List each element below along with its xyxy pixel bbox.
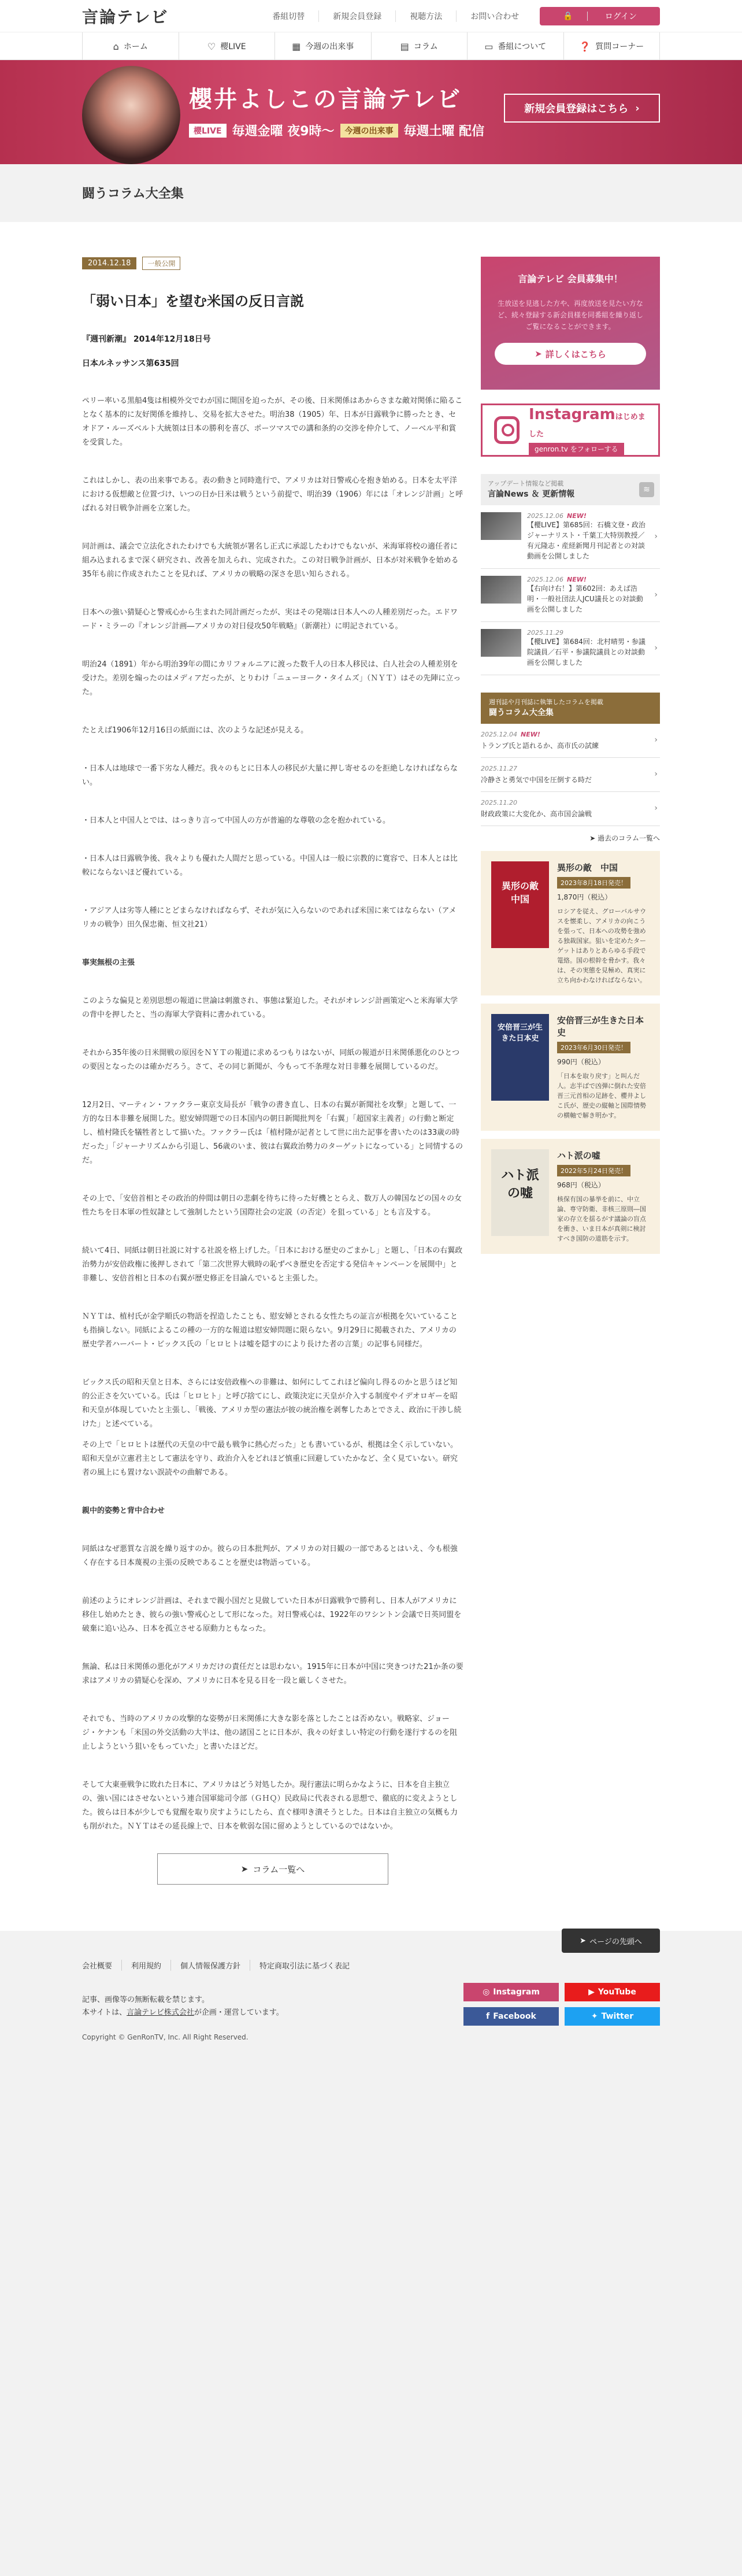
hero-banner — [0, 60, 742, 164]
book-desc: ロシアを従え、グローバルサウスを懐柔し、アメリカの向こうを張って、日本への攻勢を強める独裁国家。狙いを定めたターゲットはありとあらゆる手段で篭絡。国の根幹を脅かす。我々は、その実態を見極め、真実に立ち向かわなければならない。 — [557, 908, 647, 984]
home-icon: ⌂ — [113, 40, 119, 52]
instagram-icon — [494, 416, 520, 444]
book-item[interactable] — [481, 851, 660, 995]
register-cta-label: 新規会員登録はこちら — [524, 103, 629, 115]
footer-note-prefix: 本サイトは、 — [82, 2008, 127, 2017]
more-columns-label: 過去のコラム一覧へ — [598, 834, 660, 842]
main-nav — [0, 32, 742, 60]
header-links — [258, 7, 660, 25]
circle-chevron-icon: ➤ — [240, 1864, 248, 1874]
news-item[interactable] — [481, 569, 660, 622]
book-cover: 異形の敵 中国 — [491, 861, 549, 948]
news-date — [527, 512, 660, 520]
nav-questions-label: 質問コーナー — [595, 42, 644, 51]
paragraph: 続いて4日、同紙は朝日社説に対する社説を格上げした。「日本における歴史のごまかし」と題し、「日本の右翼政治勢力が安倍政権に後押しされて「第二次世界大戦時の恥ずべき歴史を否定する発信キャンペーンを展開中」と非難し、安倍首相と日本の右翼が歴史修正を目論んでいると主張した。 — [82, 1246, 463, 1283]
column-item[interactable] — [481, 792, 660, 826]
page-title: 闘うコラム大全集 — [82, 187, 184, 201]
book-desc: 核保有国の暴挙を前に、中立論、専守防衛、非核三原則―国家の存立を揺るがす議論の盲点を衝き、いま日本が真剣に検討すべき国防の道筋を示す。 — [557, 1196, 646, 1242]
paragraph: それから35年後の日米開戦の原因をＮＹＴの報道に求めるつもりはないが、同紙の報道が日米関係悪化のひとつの要因となったのは確かだろう。さて、その同じ新聞が、今もって不条理な対日非難を展開しているのだ。 — [82, 1049, 460, 1071]
document-icon: ▤ — [400, 40, 409, 52]
paragraph: 前述のようにオレンジ計画は、それまで親小国だと見做していた日本が日露戦争で勝利し、日本人がアメリカに移住し始めたとき、彼らの強い警戒心として形になった。対日警戒心は、1922年のワシントン会議で日英同盟を破棄に追い込み、日本を孤立させる原動力ともなった。 — [82, 1597, 462, 1633]
link-how-to-watch[interactable]: 視聴方法 — [396, 10, 457, 22]
nav-sakura-live[interactable] — [179, 32, 275, 60]
column-date-text: 2025.11.20 — [481, 799, 517, 806]
nav-questions[interactable] — [563, 32, 661, 60]
youtube-button[interactable] — [565, 1983, 660, 2001]
sns-links — [463, 1983, 660, 2026]
column-item[interactable] — [481, 724, 660, 758]
host-portrait — [82, 66, 180, 164]
paragraph: たとえば1906年12月16日の紙面には、次のような記述が見える。 — [82, 726, 309, 735]
subheading: 親中的姿勢と背中合わせ — [82, 1507, 165, 1515]
link-register[interactable]: 新規会員登録 — [319, 10, 396, 22]
news-header-main: 言論News ＆ 更新情報 — [488, 490, 575, 499]
more-columns-link[interactable] — [481, 833, 660, 843]
instagram-banner[interactable] — [481, 404, 660, 457]
news-date-text: 2025.12.06 — [527, 512, 563, 520]
paragraph: これはしかし、表の出来事である。表の動きと同時進行で、アメリカは対日警戒心を抱き始める。日本を太平洋における仮想敵と位置づけ、いつの日か日米は戦うという前提で、明治39（1906）年には「オレンジ計画」と呼ばれる対日戦争計画を立案した。 — [82, 476, 463, 513]
news-text: 【右向け右！】第602回：あえば浩明・一般社団法人JCU議長との対談動画を公開しました — [527, 584, 643, 613]
nav-weekly-events-label: 今週の出来事 — [305, 42, 354, 51]
article-series: 日本ルネッサンス第635回 — [82, 359, 179, 368]
footer-note-1: 記事、画像等の無断転載を禁じます。 — [82, 1996, 209, 2004]
footer — [0, 1931, 742, 2576]
book-price: 990円（税込） — [557, 1058, 605, 1066]
paragraph: それでも、当時のアメリカの攻撃的な姿勢が日米関係に大きな影を落としたことは否めない。戦略家、ジョージ・ケナンも「米国の外交活動の大半は、他の諸国ことに日本が、我々の好ましい特定の行動を遂行するのを阻止しようという狙いをもっていた」と書いたほどだ。 — [82, 1715, 458, 1751]
nav-weekly-events[interactable] — [274, 32, 371, 60]
twitter-button[interactable] — [565, 2007, 660, 2026]
paragraph: ビックス氏の昭和天皇と日本、さらには安倍政権への非難は、如何にしてこれほど偏向し得るのかと思うほど知的公正さを欠いている。氏は「ヒロヒト」と呼び捨てにし、政策決定に天皇が介入する制度やイデオロギーを昭和天皇が体現していたと主張し、「戦後、アメリカ型の憲法が彼の統治権を剥奪したあとでさえ、政治に干渉し続けた」と述べている。 — [82, 1378, 462, 1428]
book-item[interactable] — [481, 1139, 660, 1254]
news-date-text: 2025.11.29 — [527, 629, 563, 636]
instagram-follow: genron.tv をフォローする — [529, 443, 624, 455]
column-date — [481, 731, 660, 738]
public-badge: 一般公開 — [142, 257, 180, 270]
column-header-main: 闘うコラム大全集 — [489, 708, 554, 717]
column-item[interactable] — [481, 758, 660, 792]
column-header-sub: 週刊誌や月刊誌に執筆したコラムを掲載 — [489, 698, 603, 706]
chevron-right-icon: › — [654, 769, 658, 779]
paragraph: ペリー率いる黒船4隻は相模外交でわが国に開国を迫ったが、その後、日米関係はあからさまな敵対関係に陥ることなく基本的に友好関係を維持し、交易を拡大させた。明治38（1905）年、日本が日露戦争に勝ったとき、セオドア・ルーズベルト大統領は日本の勝利を喜び、ポーツマスでの講和条約の交渉を仲介して、ノーベル平和賞を受賞した。 — [82, 397, 463, 447]
article — [82, 257, 463, 1885]
paragraph: このような偏見と差別思想の報道に世論は刺激され、事態は緊迫した。それがオレンジ計画策定へと米海軍大学の背中を押したと、当の海軍大学資料に書かれている。 — [82, 997, 458, 1019]
login-label: ログイン — [604, 12, 637, 21]
column-text: トランプ氏と語れるか、高市氏の試練 — [481, 742, 599, 750]
chevron-right-icon: › — [654, 735, 658, 745]
article-date: 2014.12.18 — [82, 257, 136, 269]
heart-icon: ♡ — [207, 40, 216, 52]
column-date-text: 2025.11.27 — [481, 765, 517, 772]
news-header — [481, 474, 660, 505]
article-source: 『週刊新潮』 2014年12月18日号 — [82, 335, 211, 344]
book-title: 異形の敵 中国 — [557, 863, 618, 873]
weekly-time: 毎週土曜 配信 — [403, 124, 485, 139]
new-badge: NEW! — [566, 576, 587, 583]
twitter-icon: ✦ — [591, 2012, 598, 2021]
paragraph: ・日本人と中国人とでは、はっきり言って中国人の方が普遍的な尊敬の念を抱かれている。 — [82, 816, 391, 825]
banner-title: 櫻井よしこの言論テレビ — [189, 86, 462, 113]
company-link[interactable]: 言論テレビ株式会社 — [127, 2008, 194, 2017]
instagram-suffix: はじめました — [529, 412, 645, 439]
footer-note-suffix: が企画・運営しています。 — [194, 2008, 284, 2017]
book-price: 1,870円（税込） — [557, 893, 612, 901]
column-header — [481, 693, 660, 724]
article-title: 「弱い日本」を望む米国の反日言説 — [82, 293, 304, 309]
chevron-right-icon: › — [654, 804, 658, 813]
facebook-icon: f — [486, 2012, 490, 2021]
news-text: 【櫻LIVE】第685回：石橋文登・政治ジャーナリスト・千葉工大特別教授／有元隆志・産経新聞月刊記者との対談動画を公開しました — [527, 521, 645, 560]
copyright: Copyright © GenRonTV, Inc. All Right Reserved. — [82, 2033, 248, 2041]
youtube-icon: ▶ — [588, 1987, 595, 1997]
live-tag: 櫻LIVE — [189, 124, 227, 138]
member-detail-button[interactable] — [495, 343, 646, 365]
footer-link-terms[interactable]: 利用規約 — [122, 1960, 171, 1971]
book-date: 2023年6月30日発売！ — [557, 1042, 630, 1053]
circle-chevron-icon: ➤ — [589, 834, 596, 842]
news-thumbnail — [481, 629, 521, 657]
twitter-label: Twitter — [601, 2012, 634, 2021]
monitor-icon: ▭ — [484, 40, 494, 52]
book-title: ハト派の嘘 — [557, 1150, 600, 1161]
news-text: 【櫻LIVE】第684回：北村晴男・参議院議員／石平・参議院議員との対談動画を公開しました — [527, 638, 645, 667]
member-box — [481, 257, 660, 390]
paragraph: ・日本人は地球で一番下劣な人種だ。我々のもとに日本人の移民が大量に押し寄せるのを拒絶しなければならない。 — [82, 764, 458, 787]
chevron-right-icon: › — [654, 531, 658, 541]
calendar-icon: ▦ — [292, 40, 301, 52]
footer-link-commerce[interactable]: 特定商取引法に基づく表記 — [259, 1962, 350, 1971]
paragraph: 日本への強い猜疑心と警戒心から生まれた同計画だったが、実はその発端は日本人への人種差別だった。エドワード・ミラーの『オレンジ計画―アメリカの対日侵攻50年戦略』（新潮社）に明記されている。 — [82, 608, 458, 631]
book-title: 安倍晋三が生きた日本史 — [557, 1015, 644, 1038]
nav-sakura-live-label: 櫻LIVE — [220, 42, 246, 51]
facebook-label: Facebook — [493, 2012, 536, 2021]
article-meta — [82, 257, 463, 270]
page-title-band — [0, 164, 742, 222]
book-price: 968円（税込） — [557, 1181, 605, 1189]
link-contact[interactable]: お問い合わせ — [470, 12, 520, 21]
paragraph: ・日本人は日露戦争後、我々よりも優れた人間だと思っている。中国人は一般に宗教的に寛容で、日本人とは比較にならないほど優れている。 — [82, 854, 458, 877]
register-cta-button[interactable] — [504, 94, 660, 123]
instagram-icon: ◎ — [483, 1987, 490, 1997]
question-icon: ❓ — [579, 40, 591, 52]
column-list-label: コラム一覧へ — [253, 1864, 305, 1875]
nav-home-label: ホーム — [123, 42, 148, 51]
news-item[interactable] — [481, 622, 660, 675]
paragraph: ＮＹＴは、植村氏が金学順氏の物語を捏造したことも、慰安婦とされる女性たちの証言が根拠を欠いていることも指摘しない。同紙によるこの種の一方的な報道は慰安婦問題に限らない。9月29日に掲載された、アメリカの歴史学者ハーバート・ビックス氏の「ヒロヒトは嘘を隠すのにより長けた者の言葉」の記事も同様だ。 — [82, 1312, 458, 1349]
banner-schedule — [189, 121, 484, 139]
live-time: 毎週金曜 夜9時～ — [232, 124, 335, 139]
chevron-right-icon: › — [635, 102, 640, 114]
nav-column[interactable] — [371, 32, 468, 60]
column-list-button[interactable] — [157, 1853, 388, 1885]
back-to-top-label: ページの先頭へ — [589, 1937, 642, 1946]
rss-icon[interactable]: ≋ — [639, 482, 654, 497]
instagram-title — [529, 406, 647, 441]
circle-chevron-up-icon: ➤ — [580, 1936, 587, 1945]
subheading: 事実無根の主張 — [82, 958, 135, 967]
member-detail-label: 詳しくはこちら — [545, 349, 606, 360]
paragraph: その上で、「安倍首相とその政治的仲間は朝日の悲劇を待ちに待った好機ととらえ、数万人の韓国などの国々の女性たちを日本軍の性奴隷として強制したという国際社会の定説（の否定）を狙っている」とも言及する。 — [82, 1194, 462, 1217]
chevron-right-icon: ➤ — [535, 349, 542, 359]
weekly-tag: 今週の出来事 — [340, 124, 398, 138]
nav-about[interactable] — [467, 32, 563, 60]
chevron-right-icon: › — [654, 590, 658, 599]
paragraph: そして大東亜戦争に敗れた日本に、アメリカはどう対処したか。現行憲法に明らかなように、日本を自主独立の、強い国にはさせないという連合国軍総司令部（ＧＨＱ）民政局に代表される思想で、徹底的に変えようとした。彼らは日本が少しでも覚醒を取り戻すようにしたら、直ぐ様叩き潰そうとした。日本は自主独立の気概も力も削がれた。ＮＹＴはその延長線上で、日本を軟弱な国に留めようとしているのではないか。 — [82, 1781, 458, 1831]
book-cover: 安倍晋三が生きた日本史 — [491, 1014, 549, 1101]
nav-column-label: コラム — [413, 42, 438, 51]
paragraph: 同計画は、議会で立法化されたわけでも大統領が署名し正式に承認したわけでもないが、米海軍将校の適任者に組み込まれるまで深く研究され、改善を加えられ、完成された。この対日戦争計画が、日本が対米戦争を始める35年も前に作成されたことを見れば、アメリカの戦略の深さを思い知らされる。 — [82, 542, 459, 579]
paragraph: 12月2日、マーティン・ファクラー東京支局長が「戦争の書き直し、日本の右翼が新聞社を攻撃」と題して、一方的な日本非難を展開した。慰安婦問題での日本国内の朝日新聞批判を「右翼」「超国家主義者」の行動と断定し、植村隆氏を犠牲者として描いた。ファクラー氏は「植村隆が記者として世に出た記事を書いたのは33歳の時だった」「ジャーナリズムから引退し、56歳のいま、彼は右翼政治勢力のターゲットになっている」と同情するのだ。 — [82, 1101, 463, 1165]
instagram-label: Instagram — [493, 1987, 540, 1997]
member-desc: 生放送を見逃した方や、再度放送を見たい方など、続々登録する新会員様を同番組を繰り返しご覧になることができます。 — [497, 299, 643, 331]
lock-icon: 🔒 — [549, 12, 587, 21]
sidebar — [481, 257, 660, 1885]
news-thumbnail — [481, 512, 521, 540]
paragraph: その上で「ヒロヒトは歴代の天皇の中で最も戦争に熱心だった」とも書いているが、根拠は全く示していない。昭和天皇が立憲君主として憲法を守り、政治介入をどれほど慎重に回避していたかなど、全く見ていない。研究者の風上にも置けない誤読やの曲解である。 — [82, 1441, 458, 1477]
nav-home[interactable] — [82, 32, 179, 60]
chevron-right-icon: › — [654, 643, 658, 653]
news-date-text: 2025.12.06 — [527, 576, 563, 583]
book-item[interactable] — [481, 1004, 660, 1131]
news-item[interactable] — [481, 505, 660, 569]
footer-link-company[interactable]: 会社概要 — [82, 1960, 122, 1971]
member-heading: 言論テレビ 会員募集中！ — [518, 273, 623, 284]
paragraph: ・アジア人は劣等人種にとどまらなければならず、それが気に入らないのであれば米国に来てはならない（アメリカの戦争）田久保忠衛、恒文社21） — [82, 906, 457, 929]
youtube-label: YouTube — [598, 1987, 636, 1997]
news-thumbnail — [481, 576, 521, 604]
news-header-sub: アップデート情報など掲載 — [488, 480, 564, 487]
book-desc: 「日本を取り戻す」と叫んだ人。志半ばで凶弾に倒れた安倍晋三元首相の足跡を、櫻井よしこ氏が、歴史の縦軸と国際情勢の横軸で解き明かす。 — [557, 1072, 646, 1119]
instagram-title-text: Instagram — [529, 405, 615, 423]
nav-about-label: 番組について — [498, 42, 547, 51]
facebook-button[interactable] — [463, 2007, 559, 2026]
paragraph: 明治24（1891）年から明治39年の間にカリフォルニアに渡った数千人の日本人移民は、白人社会の人種差別を受けた。差別を煽ったのはメディアだったが、とりわけ「ニューヨーク・タイムズ」（ＮＹＴ）はその先陣に立った。 — [82, 660, 461, 697]
column-date — [481, 765, 660, 772]
back-to-top-button[interactable] — [562, 1929, 660, 1953]
news-date — [527, 576, 660, 583]
paragraph: 同紙はなぜ悪質な言説を繰り返すのか。彼らの日本批判が、アメリカの対日観の一部であるとはいえ、今も根強く存在する日本蔑視の主張の反映であることを歴史は物語っている。 — [82, 1545, 458, 1567]
column-date — [481, 799, 660, 806]
top-bar — [0, 0, 742, 32]
login-button[interactable] — [540, 7, 660, 25]
instagram-button[interactable] — [463, 1983, 559, 2001]
book-date: 2022年5月24日発売！ — [557, 1165, 630, 1176]
column-text: 冷静さと勇気で中国を圧倒する時だ — [481, 776, 592, 784]
column-text: 財政政策に大変化か、高市国会論戦 — [481, 810, 592, 818]
paragraph: 無論、私は日米関係の悪化がアメリカだけの責任だとは思わない。1915年に日本が中国に突きつけた21か条の要求はアメリカの猜疑心を深め、アメリカに日本を見る目を一段と厳しくさせた。 — [82, 1663, 463, 1685]
new-badge: NEW! — [566, 512, 587, 520]
book-cover: ハト派の嘘 — [491, 1149, 549, 1236]
site-logo[interactable]: 言論テレビ — [82, 8, 169, 27]
news-date — [527, 629, 660, 636]
column-date-text: 2025.12.04 — [481, 731, 517, 738]
link-switch-program[interactable]: 番組切替 — [258, 10, 319, 22]
book-date: 2023年8月18日発売！ — [557, 877, 630, 889]
footer-link-privacy[interactable]: 個人情報保護方針 — [171, 1960, 250, 1971]
new-badge: NEW! — [520, 731, 540, 738]
